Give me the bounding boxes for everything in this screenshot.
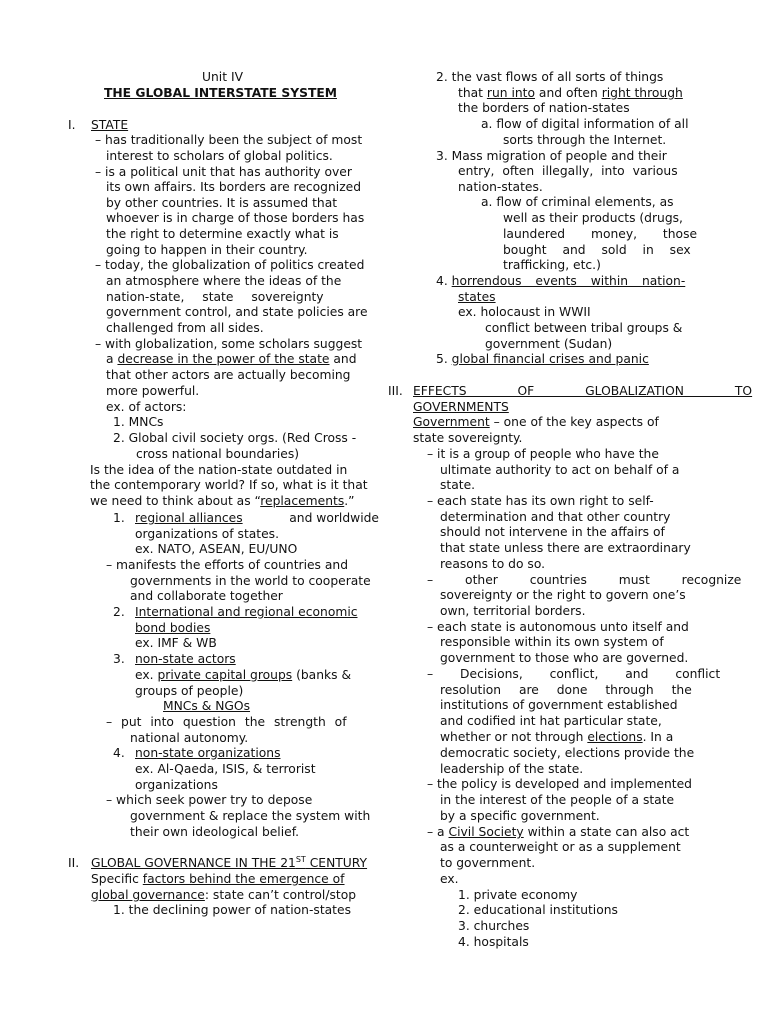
underlined-phrase: Government bbox=[413, 415, 490, 429]
heading-text: CENTURY bbox=[305, 856, 368, 870]
text-line: sorts through the Internet. bbox=[503, 133, 667, 147]
list-number: 4. bbox=[113, 746, 125, 760]
text-line: well as their products (drugs, bbox=[503, 211, 683, 225]
text-line: an atmosphere where the ideas of the bbox=[106, 274, 342, 288]
list-item: 1. MNCs bbox=[113, 415, 164, 429]
text-line: – the policy is developed and implemented bbox=[427, 777, 692, 791]
text-line: that other actors are actually becoming bbox=[106, 368, 351, 382]
underlined-phrase: non-state organizations bbox=[135, 746, 281, 760]
list-item bbox=[436, 274, 685, 290]
text-run: 4. bbox=[436, 274, 452, 288]
underlined-phrase: factors behind the emergence of bbox=[142, 872, 345, 886]
text-line bbox=[458, 86, 683, 102]
text-line: entry, often illegally, into various bbox=[458, 164, 678, 178]
underlined-phrase: decrease in the power of the state bbox=[117, 352, 330, 366]
text-line: nation-state, state sovereignty bbox=[106, 290, 324, 304]
text-line bbox=[413, 415, 659, 431]
text-line bbox=[91, 872, 345, 888]
text-line: – has traditionally been the subject of most bbox=[95, 133, 363, 147]
underlined-phrase: global financial crises and panic bbox=[451, 352, 649, 366]
text-line: laundered money, those bbox=[503, 227, 698, 241]
text-line: going to happen in their country. bbox=[106, 243, 308, 257]
list-item: 2. Global civil society orgs. (Red Cross - bbox=[113, 431, 357, 445]
underlined-phrase: MNCs & NGOs bbox=[163, 699, 251, 713]
text-line: their own ideological belief. bbox=[130, 825, 300, 839]
section-roman-2: II. bbox=[68, 856, 80, 870]
text-line: – today, the globalization of politics created bbox=[95, 258, 365, 272]
text-line: in the interest of the people of a state bbox=[440, 793, 675, 807]
text-run: a bbox=[106, 352, 118, 366]
text-line: as a counterweight or as a supplement bbox=[440, 840, 681, 854]
unit-label: Unit IV bbox=[202, 70, 243, 84]
text-line: to government. bbox=[440, 856, 536, 870]
text-line: sovereignty or the right to govern one’s bbox=[440, 588, 686, 602]
text-line bbox=[106, 352, 357, 368]
text-line bbox=[427, 825, 689, 841]
text-line: interest to scholars of global politics. bbox=[106, 149, 333, 163]
underlined-phrase: horrendous events within nation- bbox=[451, 274, 686, 288]
list-item: 2. the vast flows of all sorts of things bbox=[436, 70, 664, 84]
text-line: bought and sold in sex bbox=[503, 243, 691, 257]
text-line: governments in the world to cooperate bbox=[130, 574, 371, 588]
text-line: more powerful. bbox=[106, 384, 200, 398]
text-line bbox=[135, 668, 351, 684]
section-heading-governance bbox=[91, 856, 367, 872]
text-line: responsible within its own system of bbox=[440, 635, 664, 649]
text-run: we need to think about as “ bbox=[90, 494, 261, 508]
text-line: own, territorial borders. bbox=[440, 604, 586, 618]
text-line: government (Sudan) bbox=[485, 337, 613, 351]
text-run: and worldwide bbox=[289, 511, 379, 525]
list-item: a. flow of criminal elements, as bbox=[481, 195, 674, 209]
underlined-phrase: right through bbox=[601, 86, 683, 100]
text-line: and codified int hat particular state, bbox=[440, 714, 662, 728]
text-run: within a state can also act bbox=[523, 825, 690, 839]
text-line: ex. of actors: bbox=[106, 400, 187, 414]
text-line: the borders of nation-states bbox=[458, 101, 630, 115]
text-line: institutions of government established bbox=[440, 698, 678, 712]
text-line: – each state has its own right to self- bbox=[427, 494, 654, 508]
text-line: government & replace the system with bbox=[130, 809, 371, 823]
text-run: . In a bbox=[642, 730, 674, 744]
text-line: – with globalization, some scholars suggest bbox=[95, 337, 363, 351]
text-line: that state unless there are extraordinary bbox=[440, 541, 691, 555]
text-line: ex. holocaust in WWII bbox=[458, 305, 591, 319]
text-line: organizations of states. bbox=[135, 527, 280, 541]
text-line: democratic society, elections provide the bbox=[440, 746, 695, 760]
text-run: : state can’t control/stop bbox=[204, 888, 357, 902]
underlined-phrase: replacements bbox=[260, 494, 345, 508]
text-run: and bbox=[329, 352, 357, 366]
text-line: leadership of the state. bbox=[440, 762, 584, 776]
underlined-phrase: private capital groups bbox=[157, 668, 293, 682]
text-line bbox=[440, 730, 673, 746]
text-line bbox=[91, 888, 356, 904]
text-line: ex. bbox=[440, 872, 459, 886]
superscript: ST bbox=[295, 854, 306, 864]
text-run: by other countries. It is assumed that bbox=[106, 196, 338, 210]
list-item: 4. hospitals bbox=[458, 935, 529, 949]
list-item: 3. churches bbox=[458, 919, 530, 933]
list-item bbox=[135, 511, 379, 527]
section-heading-effects: EFFECTS OF GLOBALIZATION TO bbox=[413, 384, 753, 398]
text-run: ex. bbox=[135, 668, 158, 682]
text-line: – put into question the strength of bbox=[106, 715, 347, 729]
section-heading-effects-cont: GOVERNMENTS bbox=[413, 400, 509, 414]
text-line: ultimate authority to act on behalf of a bbox=[440, 463, 680, 477]
text-line: Is the idea of the nation-state outdated in bbox=[90, 463, 348, 477]
list-item: 1. the declining power of nation-states bbox=[113, 903, 351, 917]
text-run: (banks & bbox=[292, 668, 352, 682]
text-line: cross national boundaries) bbox=[136, 447, 300, 461]
underlined-phrase: International and regional economic bbox=[135, 605, 358, 619]
list-item: 2. educational institutions bbox=[458, 903, 618, 917]
text-line bbox=[90, 494, 355, 510]
list-item: a. flow of digital information of all bbox=[481, 117, 689, 131]
text-line: should not intervene in the affairs of bbox=[440, 525, 665, 539]
list-item: 3. Mass migration of people and their bbox=[436, 149, 667, 163]
underlined-phrase: elections bbox=[587, 730, 643, 744]
text-line: – is a political unit that has authority over bbox=[95, 165, 352, 179]
text-run: 5. bbox=[436, 352, 452, 366]
text-line: – which seek power try to depose bbox=[106, 793, 313, 807]
underlined-phrase: regional alliances bbox=[135, 511, 243, 525]
text-line: government control, and state policies are bbox=[106, 305, 368, 319]
text-run: that bbox=[458, 86, 487, 100]
text-line: – it is a group of people who have the bbox=[427, 447, 659, 461]
text-line: state. bbox=[440, 478, 476, 492]
text-run: and often bbox=[535, 86, 602, 100]
text-line: by a specific government. bbox=[440, 809, 600, 823]
underlined-phrase: run into bbox=[486, 86, 535, 100]
text-line: conflict between tribal groups & bbox=[485, 321, 683, 335]
text-line: nation-states. bbox=[458, 180, 543, 194]
list-item bbox=[436, 352, 649, 368]
text-line: organizations bbox=[135, 778, 218, 792]
text-line: challenged from all sides. bbox=[106, 321, 264, 335]
text-line: reasons to do so. bbox=[440, 557, 546, 571]
text-line: resolution are done through the bbox=[440, 683, 692, 697]
text-line: – Decisions, conflict, and conflict bbox=[427, 667, 721, 681]
text-line: – other countries must recognize bbox=[427, 573, 742, 587]
text-run: Specific bbox=[91, 872, 143, 886]
text-line: its own affairs. Its borders are recognized bbox=[106, 180, 362, 194]
underlined-phrase: states bbox=[458, 290, 496, 304]
text-line bbox=[106, 196, 379, 212]
underlined-phrase: bond bodies bbox=[135, 621, 211, 635]
text-line: ex. Al-Qaeda, ISIS, & terrorist bbox=[135, 762, 316, 776]
text-line: national autonomy. bbox=[130, 731, 249, 745]
text-run: .” bbox=[344, 494, 355, 508]
text-line: – each state is autonomous unto itself and bbox=[427, 620, 689, 634]
text-run: – a bbox=[427, 825, 449, 839]
list-number: 3. bbox=[113, 652, 125, 666]
text-line: state sovereignty. bbox=[413, 431, 523, 445]
section-heading-state: STATE bbox=[91, 118, 129, 132]
text-run: whether or not through bbox=[440, 730, 588, 744]
text-line: ex. IMF & WB bbox=[135, 636, 217, 650]
underlined-phrase: global governance bbox=[91, 888, 205, 902]
text-line: determination and that other country bbox=[440, 510, 671, 524]
text-line: groups of people) bbox=[135, 684, 244, 698]
list-item: 1. private economy bbox=[458, 888, 578, 902]
text-line: – manifests the efforts of countries and bbox=[106, 558, 349, 572]
text-line: government to those who are governed. bbox=[440, 651, 689, 665]
list-number: 2. bbox=[113, 605, 125, 619]
section-roman-3: III. bbox=[388, 384, 403, 398]
section-roman-1: I. bbox=[68, 118, 76, 132]
text-line: whoever is in charge of those borders has bbox=[106, 211, 365, 225]
underlined-phrase: Civil Society bbox=[448, 825, 524, 839]
text-line: the contemporary world? If so, what is it that bbox=[90, 478, 368, 492]
text-run: – one of the key aspects of bbox=[489, 415, 659, 429]
text-line: ex. NATO, ASEAN, EU/UNO bbox=[135, 542, 298, 556]
underlined-phrase: non-state actors bbox=[135, 652, 236, 666]
list-number: 1. bbox=[113, 511, 125, 525]
page-title: THE GLOBAL INTERSTATE SYSTEM bbox=[104, 86, 337, 100]
text-line: trafficking, etc.) bbox=[503, 258, 601, 272]
text-line: the right to determine exactly what is bbox=[106, 227, 339, 241]
heading-text: GLOBAL GOVERNANCE IN THE 21 bbox=[91, 856, 296, 870]
text-line: and collaborate together bbox=[130, 589, 283, 603]
